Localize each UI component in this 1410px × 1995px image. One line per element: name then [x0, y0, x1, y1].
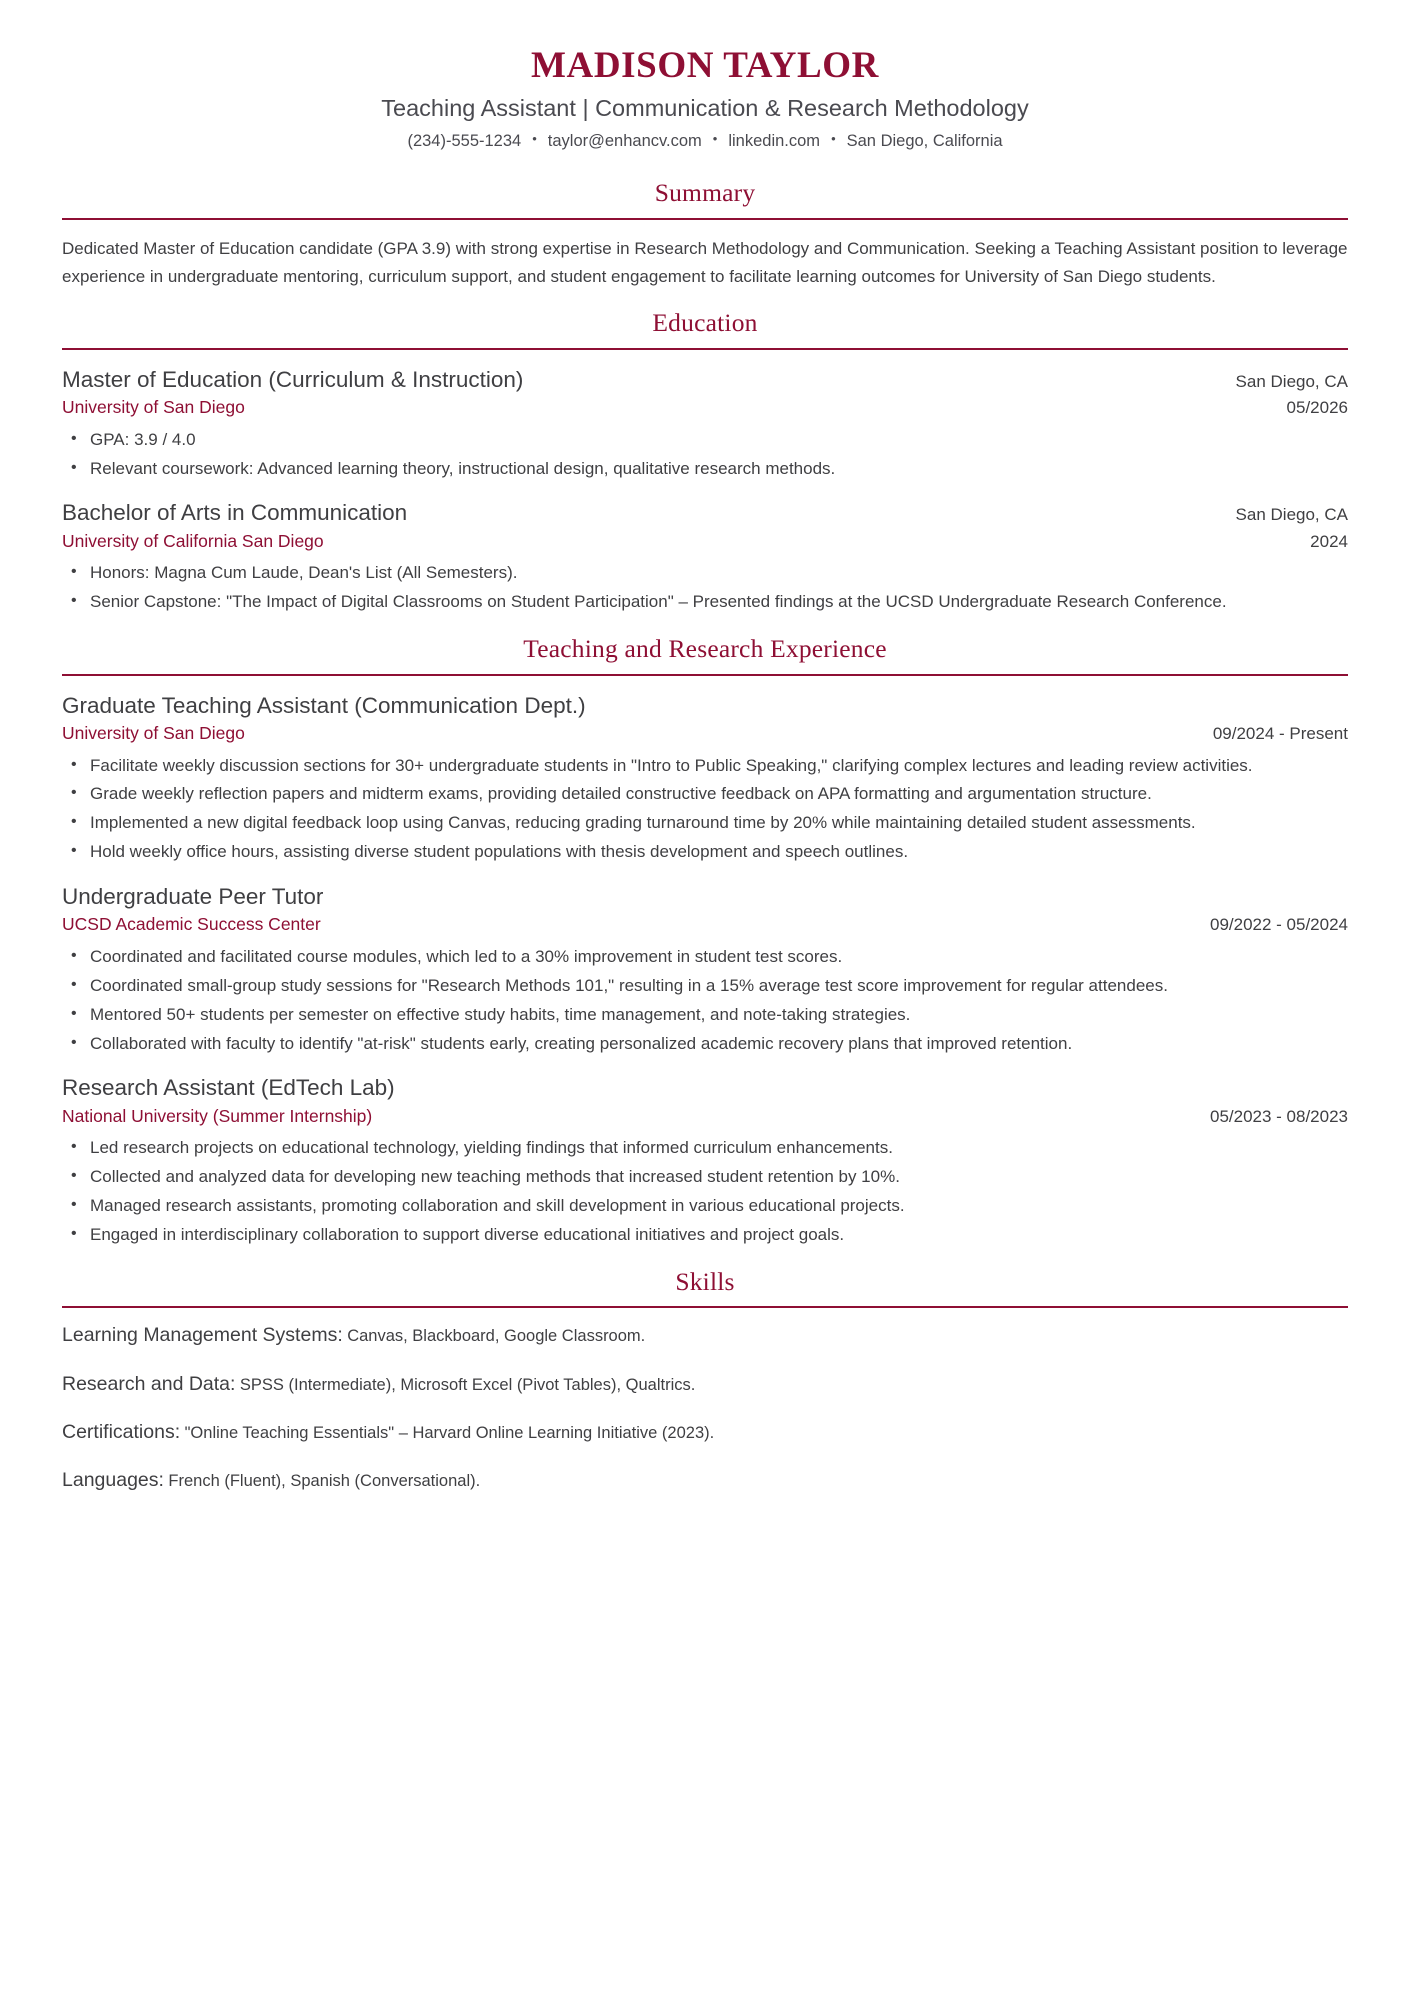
section-divider	[62, 218, 1348, 220]
section-divider	[62, 348, 1348, 350]
experience-entry-subheader	[62, 1104, 1348, 1129]
list-item: • Mentored 50+ students per semester on effective study habits, time management, and note-taking strategies.	[62, 1002, 1348, 1029]
education-dates: 2024	[1310, 531, 1348, 551]
skill-value: SPSS (Intermediate), Microsoft Excel (Pivot Tables), Qualtrics.	[239, 1375, 696, 1394]
experience-entry	[62, 691, 1348, 866]
resume-header	[62, 44, 1348, 152]
contact-separator-icon: •	[831, 131, 836, 147]
list-item: • Managed research assistants, promoting collaboration and skill development in various educational projects.	[62, 1193, 1348, 1220]
list-item: • Coordinated small-group study sessions for "Research Methods 101," resulting in a 15% average test score improvement for regular attendees.	[62, 973, 1348, 1000]
experience-org: National University (Summer Internship)	[62, 1105, 373, 1126]
skills-section-title: Skills	[675, 1266, 735, 1296]
skill-line	[62, 1323, 1348, 1348]
list-item: • Honors: Magna Cum Laude, Dean's List (All Semesters).	[62, 560, 1348, 587]
experience-role: Research Assistant (EdTech Lab)	[62, 1075, 395, 1101]
experience-bullets	[62, 753, 1348, 866]
education-school: University of San Diego	[62, 396, 245, 417]
education-section	[62, 308, 1348, 616]
experience-entry-subheader	[62, 721, 1348, 746]
contact-line	[62, 131, 1348, 152]
education-location: San Diego, CA	[1235, 505, 1348, 525]
experience-bullets	[62, 1135, 1348, 1248]
list-item: • Relevant coursework: Advanced learning theory, instructional design, qualitative research methods.	[62, 456, 1348, 483]
list-item: • Senior Capstone: "The Impact of Digital Classrooms on Student Participation" – Presented findings at the UCSD Undergraduate Research Conference.	[62, 589, 1348, 616]
experience-entry-header	[62, 882, 1348, 912]
experience-dates: 09/2024 - Present	[1212, 723, 1348, 743]
list-item: • Coordinated and facilitated course modules, which led to a 30% improvement in student test scores.	[62, 944, 1348, 971]
education-entry-subheader	[62, 395, 1348, 420]
experience-entry-header	[62, 1073, 1348, 1103]
skill-label: Research and Data:	[62, 1372, 236, 1395]
experience-entry-header	[62, 691, 1348, 721]
education-bullets	[62, 427, 1348, 483]
candidate-name: MADISON TAYLOR	[531, 45, 879, 86]
experience-org: UCSD Academic Success Center	[62, 914, 321, 935]
experience-org: University of San Diego	[62, 722, 245, 743]
skills-section	[62, 1267, 1348, 1494]
education-degree: Master of Education (Curriculum & Instruction)	[62, 366, 524, 392]
experience-bullets	[62, 944, 1348, 1057]
skill-label: Languages:	[62, 1469, 164, 1492]
summary-text: Dedicated Master of Education candidate (GPA 3.9) with strong expertise in Research Methodology and Communication. Seeking a Teaching Assistant position to leverage experience in undergraduate mentoring, curriculum support, and student engagement to facilitate learning outcomes for University of San Diego students.	[62, 239, 1348, 286]
education-degree: Bachelor of Arts in Communication	[62, 500, 408, 526]
contact-phone: (234)-555-1234	[407, 132, 522, 151]
experience-role: Undergraduate Peer Tutor	[62, 884, 324, 909]
education-entry	[62, 498, 1348, 616]
skill-line	[62, 1372, 1348, 1397]
list-item: • Grade weekly reflection papers and midterm exams, providing detailed constructive feedback on APA formatting and argumentation structure.	[62, 781, 1348, 808]
skill-line	[62, 1468, 1348, 1493]
education-entry	[62, 365, 1348, 483]
education-bullets	[62, 560, 1348, 616]
list-item: • Hold weekly office hours, assisting diverse student populations with thesis development and speech outlines.	[62, 839, 1348, 866]
education-entry-header	[62, 365, 1348, 395]
contact-separator-icon: •	[532, 131, 537, 147]
experience-section-title: Teaching and Research Experience	[523, 634, 887, 664]
list-item: • Led research projects on educational technology, yielding findings that informed curriculum enhancements.	[62, 1135, 1348, 1162]
list-item: • Facilitate weekly discussion sections for 30+ undergraduate students in "Intro to Public Speaking," clarifying complex lectures and leading review activities.	[62, 753, 1348, 780]
contact-separator-icon: •	[712, 131, 718, 147]
skill-value: "Online Teaching Essentials" – Harvard Online Learning Initiative (2023).	[184, 1424, 715, 1443]
education-dates: 05/2026	[1286, 397, 1348, 417]
section-divider	[62, 1306, 1348, 1308]
experience-section	[62, 634, 1348, 1249]
contact-linkedin[interactable]: linkedin.com	[728, 132, 821, 151]
list-item: • Engaged in interdisciplinary collaboration to support diverse educational initiatives and project goals.	[62, 1222, 1348, 1249]
list-item: • Collaborated with faculty to identify "at-risk" students early, creating personalized academic recovery plans that improved retention.	[62, 1031, 1348, 1058]
list-item: • Collected and analyzed data for developing new teaching methods that increased student retention by 10%.	[62, 1164, 1348, 1191]
summary-section	[62, 178, 1348, 290]
list-item: • GPA: 3.9 / 4.0	[62, 427, 1348, 454]
experience-dates: 05/2023 - 08/2023	[1209, 1106, 1348, 1126]
education-location: San Diego, CA	[1235, 371, 1348, 391]
education-school: University of California San Diego	[62, 530, 324, 551]
experience-dates: 09/2022 - 05/2024	[1209, 915, 1348, 935]
contact-email[interactable]: taylor@enhancv.com	[547, 132, 702, 151]
skill-line	[62, 1420, 1348, 1445]
skill-label: Learning Management Systems:	[62, 1324, 343, 1347]
experience-entry	[62, 882, 1348, 1057]
skill-label: Certifications:	[62, 1421, 181, 1444]
contact-location: San Diego, California	[846, 132, 1003, 151]
list-item: • Implemented a new digital feedback loop using Canvas, reducing grading turnaround time by 20% while maintaining detailed student assessments.	[62, 810, 1348, 837]
experience-role: Graduate Teaching Assistant (Communication Dept.)	[62, 692, 586, 718]
skill-value: French (Fluent), Spanish (Conversational).	[168, 1472, 481, 1491]
candidate-headline: Teaching Assistant | Communication & Research Methodology	[381, 94, 1029, 121]
section-divider	[62, 674, 1348, 676]
experience-entry	[62, 1073, 1348, 1248]
experience-entry-subheader	[62, 912, 1348, 937]
education-entry-subheader	[62, 529, 1348, 554]
summary-section-title: Summary	[654, 178, 756, 208]
education-entry-header	[62, 498, 1348, 528]
education-section-title: Education	[652, 308, 758, 338]
skill-value: Canvas, Blackboard, Google Classroom.	[347, 1327, 646, 1346]
